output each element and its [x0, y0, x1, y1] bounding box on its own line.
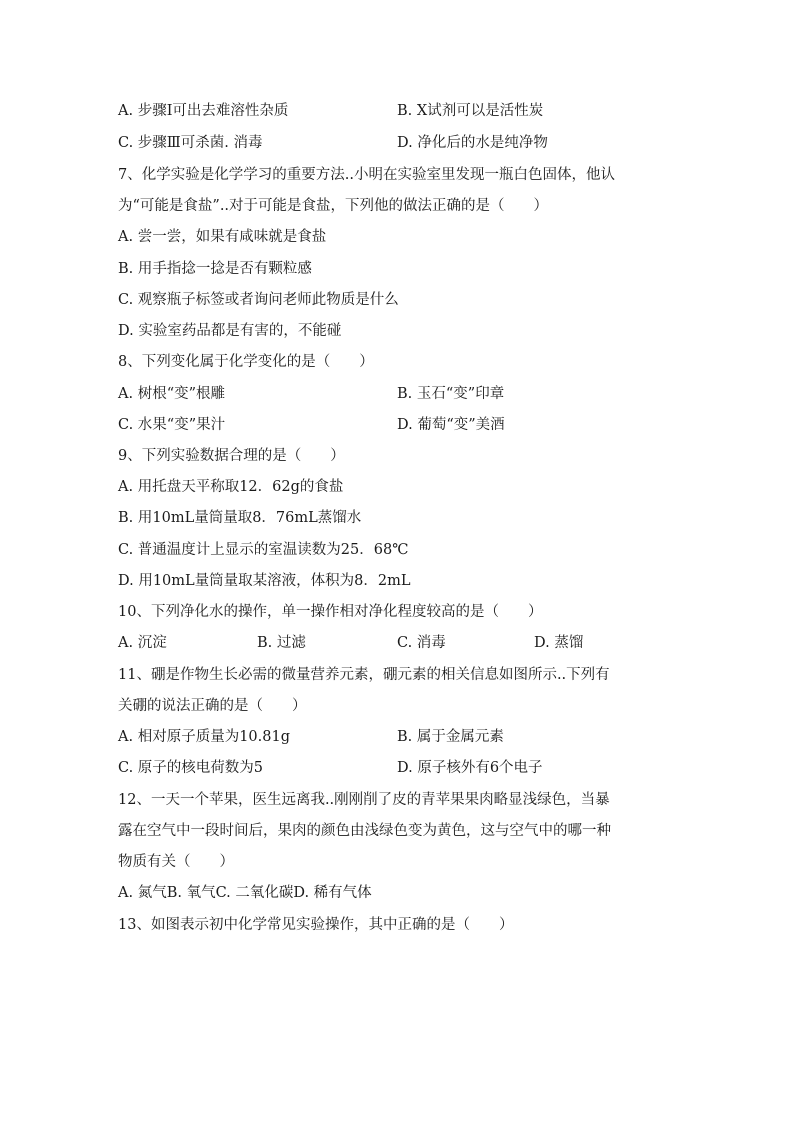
q7-stem-line1: 7、化学实验是化学学习的重要方法..小明在实验室里发现一瓶白色固体，他认 — [118, 167, 615, 183]
q8-option-a: A. 树根“变”根雕 — [118, 386, 226, 402]
q12-stem-line1: 12、一天一个苹果，医生远离我..刚刚削了皮的青苹果果肉略显浅绿色，当暴 — [118, 792, 610, 808]
q10-option-b: B. 过滤 — [257, 635, 306, 651]
q10-option-a: A. 沉淀 — [118, 635, 167, 651]
q11-option-d: D. 原子核外有6个电子 — [397, 760, 543, 776]
q7-option-c: C. 观察瓶子标签或者询问老师此物质是什么 — [118, 292, 399, 308]
q7-option-b: B. 用手指捻一捻是否有颗粒感 — [118, 261, 312, 277]
q6-option-b: B. X试剂可以是活性炭 — [397, 103, 544, 119]
q8-option-d: D. 葡萄“变”美酒 — [397, 417, 505, 433]
q10-option-d: D. 蒸馏 — [534, 635, 584, 651]
q11-stem-line2: 关硼的说法正确的是（ ） — [118, 698, 307, 714]
q9-option-c: C. 普通温度计上显示的室温读数为25．68℃ — [118, 542, 409, 558]
q9-option-b: B. 用10mL量筒量取8．76mL蒸馏水 — [118, 510, 362, 526]
q13-stem: 13、如图表示初中化学常见实验操作，其中正确的是（ ） — [118, 917, 514, 933]
q7-option-d: D. 实验室药品都是有害的，不能碰 — [118, 323, 342, 339]
q6-option-a: A. 步骤Ⅰ可出去难溶性杂质 — [118, 103, 289, 119]
q9-stem: 9、下列实验数据合理的是（ ） — [118, 448, 345, 464]
q6-option-c: C. 步骤Ⅲ可杀菌. 消毒 — [118, 135, 263, 151]
q9-option-d: D. 用10mL量筒量取某溶液，体积为8．2mL — [118, 573, 411, 589]
q7-stem-line2: 为“可能是食盐”..对于可能是食盐，下列他的做法正确的是（ ） — [118, 198, 549, 214]
q11-stem-line1: 11、硼是作物生长必需的微量营养元素，硼元素的相关信息如图所示..下列有 — [118, 667, 610, 683]
q12-stem-line3: 物质有关（ ） — [118, 854, 234, 870]
q8-stem: 8、下列变化属于化学变化的是（ ） — [118, 354, 374, 370]
q12-options: A. 氮气B. 氧气C. 二氧化碳D. 稀有气体 — [118, 885, 372, 901]
q11-option-a: A. 相对原子质量为10.81g — [118, 729, 290, 745]
q11-option-b: B. 属于金属元素 — [397, 729, 504, 745]
q10-stem: 10、下列净化水的操作，单一操作相对净化程度较高的是（ ） — [118, 604, 543, 620]
q9-option-a: A. 用托盘天平称取12．62g的食盐 — [118, 479, 344, 495]
q8-option-b: B. 玉石“变”印章 — [397, 386, 505, 402]
q7-option-a: A. 尝一尝，如果有咸味就是食盐 — [118, 229, 327, 245]
q12-stem-line2: 露在空气中一段时间后，果肉的颜色由浅绿色变为黄色，这与空气中的哪一种 — [118, 823, 611, 839]
q10-option-c: C. 消毒 — [397, 635, 446, 651]
q11-option-c: C. 原子的核电荷数为5 — [118, 760, 264, 776]
q8-option-c: C. 水果“变”果汁 — [118, 417, 226, 433]
q6-option-d: D. 净化后的水是纯净物 — [397, 135, 548, 151]
